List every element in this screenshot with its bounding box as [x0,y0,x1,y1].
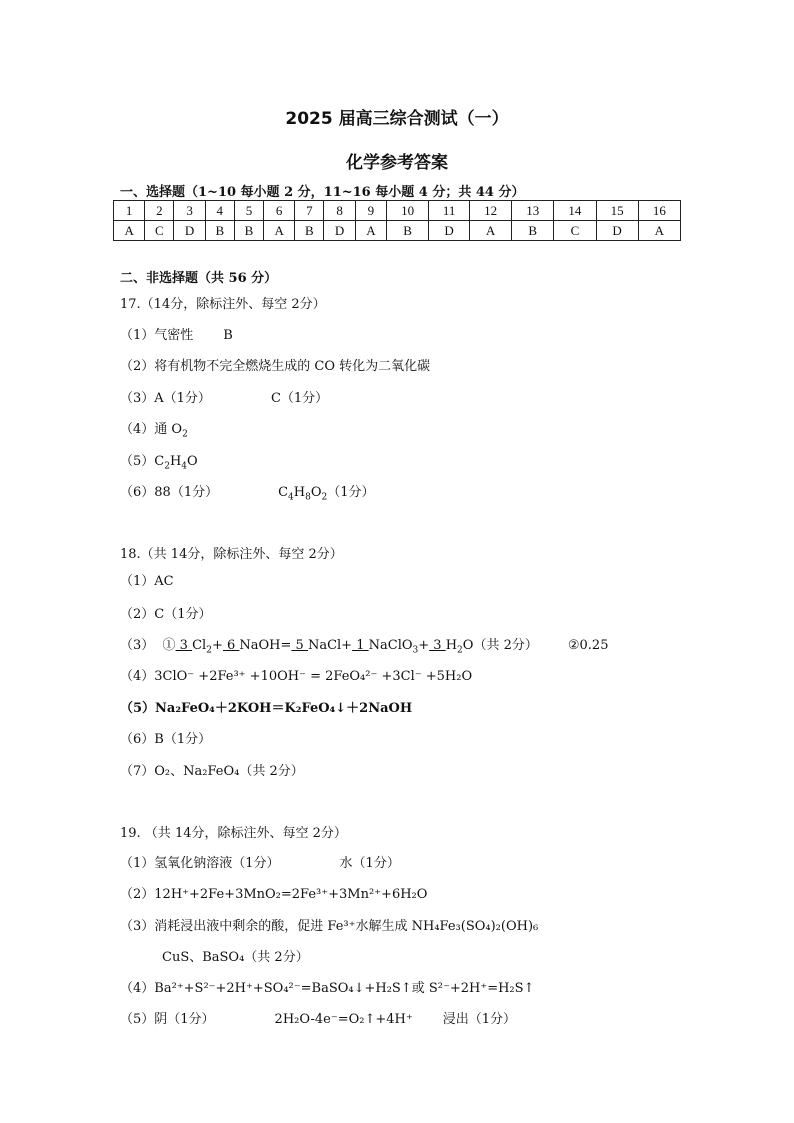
answer-table [113,200,681,241]
question-number-row [114,201,681,221]
answer-cell: A [114,221,145,241]
q18-answer-5: （5）Na₂FeO₄＋2KOH＝K₂FeO₄↓＋2NaOH [120,701,413,716]
question-number-cell: 15 [596,201,638,221]
question-number-cell: 3 [174,201,205,221]
q17-answer-6: （6）88（1分） $C_4H_8O_2(1$分） [120,485,375,503]
section-heading-nonchoice: 二、非选择题（共 56 分） [120,271,278,286]
question-number-cell: 13 [512,201,554,221]
q17-answer-3: （3）A（1分） C（1分） [120,391,329,406]
answer-cell: C [554,221,596,241]
answer-cell: C [145,221,174,241]
question-number-cell: 16 [638,201,680,221]
question-number-cell: 10 [387,201,429,221]
section-heading-choice: 一、选择题（1~10 每小题 2 分，11~16 每小题 4 分；共 44 分） [120,185,525,200]
answer-cell: A [264,221,295,241]
q19-answer-1: （1）氢氧化钠溶液（1分） 水（1分） [120,856,400,871]
answer-cell: D [324,221,355,241]
question-number-cell: 11 [429,201,470,221]
question-number-cell: 2 [145,201,174,221]
answer-row [114,221,681,241]
page-title: 2025 届高三综合测试（一） [285,109,509,129]
answer-cell: D [596,221,638,241]
answer-cell: B [234,221,263,241]
question-number-cell: 12 [469,201,511,221]
q18-answer-1: （1）AC [120,574,174,589]
q19-answer-2: （2）12H⁺+2Fe+3MnO₂=2Fe³⁺+3Mn²⁺+6H₂O [120,887,428,902]
q17-header: 17.（14分，除标注外、每空 2分） [120,297,326,312]
q18-answer-6: （6）B（1分） [120,732,212,747]
question-number-cell: 1 [114,201,145,221]
q18-header: 18.（共 14分，除标注外、每空 2分） [120,547,343,562]
question-number-cell: 5 [234,201,263,221]
question-number-cell: 6 [264,201,295,221]
question-number-cell: 14 [554,201,596,221]
q19-answer-5: （5）阴（1分） 2H₂O-4e⁻=O₂↑+4H⁺ 浸出（1分） [120,1012,517,1027]
answer-cell: B [295,221,324,241]
q18-answer-2: （2）C（1分） [120,607,212,622]
q19-answer-3: （3）消耗浸出液中剩余的酸，促进 Fe³⁺水解生成 NH₄Fe₃(SO₄)₂(OH)₆ [120,919,539,934]
q17-answer-1: （1）气密性 B [120,328,233,343]
question-number-cell: 4 [205,201,234,221]
answer-cell: B [512,221,554,241]
answer-cell: A [638,221,680,241]
q18-answer-4: （4）3ClO⁻ +2Fe³⁺ +10OH⁻ = 2FeO₄²⁻ +3Cl⁻ +5H₂O [120,669,473,684]
q19-answer-3b: CuS、BaSO₄（共 2分） [162,950,309,965]
q18-answer-3: （3） ① 3 $Cl_2+ 6$ NaOH= 5 NaCl+ 1 NaClO$_3$+ 3 $H_2O$（共 2分） ②0.25 [120,638,609,656]
page-subtitle: 化学参考答案 [346,153,448,173]
question-number-cell: 9 [355,201,386,221]
answer-cell: B [205,221,234,241]
answer-cell: A [355,221,386,241]
q17-answer-2: （2）将有机物不完全燃烧生成的 CO 转化为二氧化碳 [120,359,431,374]
answer-cell: A [469,221,511,241]
q19-answer-4: （4）Ba²⁺+S²⁻+2H⁺+SO₄²⁻=BaSO₄↓+H₂S↑或 S²⁻+2H⁺=H₂S↑ [120,981,535,996]
answer-cell: D [174,221,205,241]
q19-header: 19. （共 14分，除标注外、每空 2分） [120,826,347,841]
question-number-cell: 7 [295,201,324,221]
answer-cell: D [429,221,470,241]
q18-answer-7: （7）O₂、Na₂FeO₄（共 2分） [120,764,304,779]
answer-cell: B [387,221,429,241]
question-number-cell: 8 [324,201,355,221]
q17-answer-4: （4）通 $O_2$ [120,422,188,440]
q17-answer-5: $(5)C_2H_4O$ [120,454,198,472]
